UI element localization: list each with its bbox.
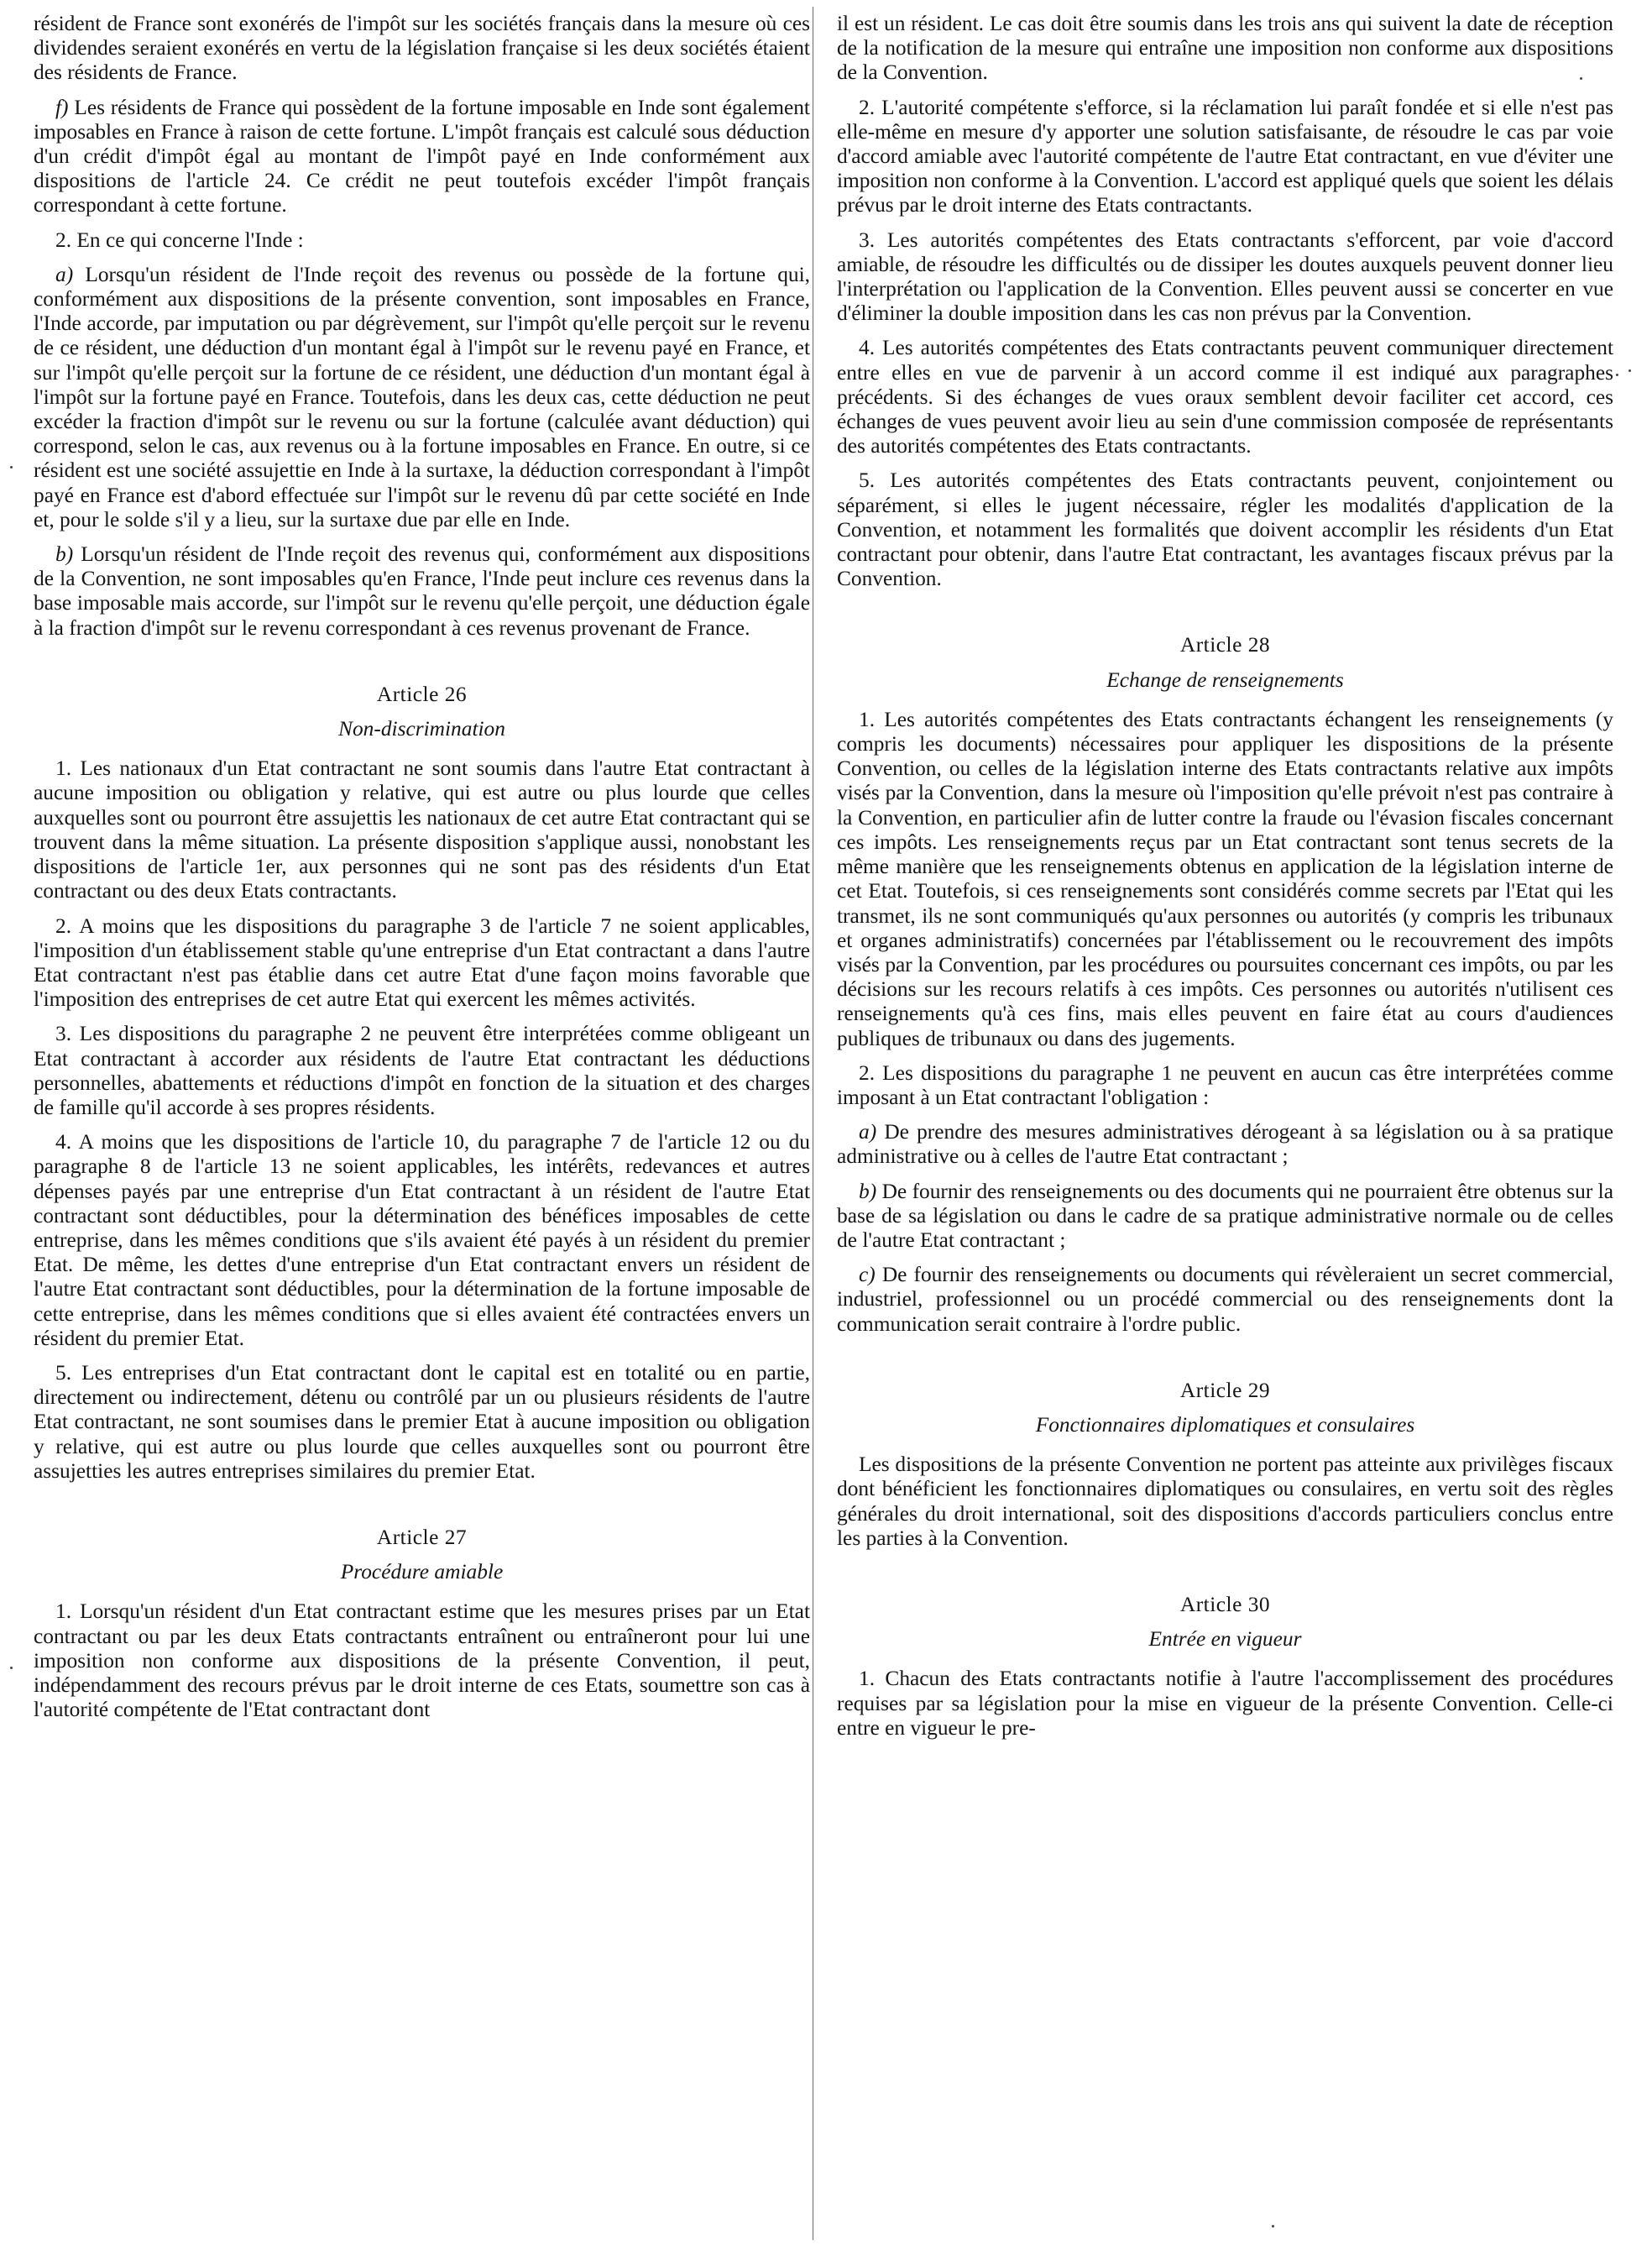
scan-speck [1628, 369, 1631, 372]
paragraph-b [34, 542, 810, 641]
paragraph-f-text: Les résidents de France qui possèdent de la fortune imposable en Inde sont également imposables en France à raison de cette fortune. L'impôt français est calculé sous déduction d'un crédit d'impôt égal au montant de l'impôt payé en Inde conformément aux dispositions de l'article 24. Ce crédit ne peut toutefois excéder l'impôt français correspondant à cette fortune. [34, 95, 810, 217]
item-c-text: De fournir des renseignements ou documents qui révèleraient un secret commercial, industriel, professionnel ou un procédé commercial ou des renseignements dont la communication serait contraire à l'ordre public. [837, 1263, 1613, 1336]
item-letter-c: c) [859, 1263, 876, 1287]
right-column [837, 12, 1613, 1751]
item-letter-f: f) [55, 95, 69, 119]
article-28-item-a [837, 1120, 1613, 1169]
article-27-paragraph-5: 5. Les autorités compétentes des Etats contractants peuvent, conjointement ou séparément, si elles le jugent nécessaire, régler les modalités d'application de la Convention, et notamment les formalités que doivent accomplir les résidents d'un Etat contractant pour obtenir, dans l'autre Etat contractant, les avantages fiscaux prévus par la Convention. [837, 469, 1613, 591]
article-26-paragraph-4: 4. A moins que les dispositions de l'article 10, du paragraphe 7 de l'article 12 ou du paragraphe 8 de l'article 13 ne soient applicables, les intérêts, redevances et autres dépenses payés par une entreprise d'un Etat contractant à un résident de l'autre Etat contractant sont déductibles, pour la détermination des bénéfices imposables de cette entreprise, dans les mêmes conditions que s'ils avaient été payés à un résident du premier Etat. De même, les dettes d'une entreprise d'un Etat contractant envers un résident de l'autre Etat contractant sont déductibles, pour la détermination de la fortune imposable de cette entreprise, dans les mêmes conditions que si elles avaient été contractées envers un résident du premier Etat. [34, 1130, 810, 1350]
item-letter-b: b) [859, 1179, 877, 1203]
item-letter-a: a) [859, 1120, 877, 1144]
article-26-paragraph-1: 1. Les nationaux d'un Etat contractant ne sont soumis dans l'autre Etat contractant à aucune imposition ou obligation y relative, qui est autre ou plus lourde que celles auxquelles sont ou pourront être assujettis les nationaux de cet autre Etat contractant qui se trouvent dans la même situation. La présente disposition s'applique aussi, nonobstant les dispositions de l'article 1er, aux personnes qui ne sont pas des résidents d'un Etat contractant ou des deux Etats contractants. [34, 756, 810, 903]
article-30-subtitle: Entrée en vigueur [1148, 1627, 1302, 1652]
paragraph-continuation: résident de France sont exonérés de l'impôt sur les sociétés français dans la mesure où ces dividendes seraient exonérés en vertu de la législation française si les deux sociétés étaient des résidents de France. [34, 12, 810, 85]
paragraph-2: 2. En ce qui concerne l'Inde : [55, 228, 304, 252]
item-letter-b: b) [55, 542, 74, 567]
scan-speck [1272, 2225, 1274, 2227]
article-27-paragraph-4: 4. Les autorités compétentes des Etats contractants peuvent communiquer directement entre elles en vue de parvenir à un accord comme il est indiqué aux paragraphes précédents. Si des échanges de vues oraux semblent devoir faciliter cet accord, ces échanges de vues peuvent avoir lieu au sein d'une commission composée de représentants des autorités compétentes des Etats contractants. [837, 336, 1613, 458]
article-27-subtitle: Procédure amiable [340, 1560, 504, 1584]
article-26-paragraph-3: 3. Les dispositions du paragraphe 2 ne peuvent être interprétées comme obligeant un Etat contractant à accorder aux résidents de l'autre Etat contractant les déductions personnelles, abattements et réductions d'impôt en fonction de la situation et des charges de famille qu'il accorde à ses propres résidents. [34, 1022, 810, 1119]
article-26-title: Article 26 [376, 682, 468, 706]
article-26-paragraph-5: 5. Les entreprises d'un Etat contractant dont le capital est en totalité ou en partie, directement ou indirectement, détenu ou contrôlé par un ou plusieurs résidents de l'autre Etat contractant, ne sont soumises dans le premier Etat à aucune imposition ou obligation y relative, qui est autre ou plus lourde que celles auxquelles sont ou pourront être assujetties les autres entreprises similaires du premier Etat. [34, 1360, 810, 1483]
item-a-text: De prendre des mesures administratives dérogeant à sa législation ou à sa pratique administrative ou à celles de l'autre Etat contractant ; [837, 1120, 1613, 1169]
scan-speck [10, 1667, 13, 1669]
article-30-paragraph-1: 1. Chacun des Etats contractants notifie à l'autre l'accomplissement des procédures requises par sa législation pour la mise en vigueur de la présente Convention. Celle-ci entre en vigueur le pre- [837, 1667, 1613, 1740]
paragraph-continuation: il est un résident. Le cas doit être soumis dans les trois ans qui suivent la date de réception de la notification de la mesure qui entraîne une imposition non conforme aux dispositions de la Convention. [837, 12, 1613, 85]
scan-speck [1616, 374, 1618, 376]
paragraph-b-text: Lorsqu'un résident de l'Inde reçoit des revenus qui, conformément aux dispositions de la Convention, ne sont imposables qu'en France, l'Inde peut inclure ces revenus dans la base imposable mais accorde, sur l'impôt sur le revenu qu'elle perçoit, une déduction égale à la fraction d'impôt sur le revenu correspondant à ces revenus provenant de France. [34, 542, 810, 640]
left-column [34, 12, 810, 1732]
article-27-paragraph-1: 1. Lorsqu'un résident d'un Etat contractant estime que les mesures prises par un Etat contractant ou par les deux Etats contractants entraînent ou entraîneront pour lui une imposition non conforme aux dispositions de la présente Convention, il peut, indépendamment des recours prévus par le droit interne de ces Etats, soumettre son cas à l'autorité compétente de l'Etat contractant dont [34, 1599, 810, 1722]
article-27-paragraph-2: 2. L'autorité compétente s'efforce, si la réclamation lui paraît fondée et si elle n'est pas elle-même en mesure d'y apporter une solution satisfaisante, de résoudre le cas par voie d'accord amiable avec l'autorité compétente de l'autre Etat contractant, en vue d'éviter une imposition non conforme à la Convention. L'accord est appliqué quels que soient les délais prévus par le droit interne des Etats contractants. [837, 95, 1613, 217]
article-27-title: Article 27 [376, 1525, 468, 1549]
article-29-subtitle: Fonctionnaires diplomatiques et consulaires [1035, 1412, 1415, 1437]
article-28-item-b [837, 1180, 1613, 1254]
scan-speck [10, 466, 13, 469]
article-28-paragraph-1: 1. Les autorités compétentes des Etats contractants échangent les renseignements (y compris les documents) nécessaires pour appliquer les dispositions de la présente Convention, ou celles de la législation interne des Etats contractants relative aux impôts visés par la Convention, dans la mesure où l'imposition qu'elle prévoit n'est pas contraire à la Convention, en particulier afin de lutter contre la fraude ou l'évasion fiscales concernant ces impôts. Les renseignements reçus par un Etat contractant sont tenus secrets de la même manière que les renseignements obtenus en application de la législation interne de cet Etat. Toutefois, si ces renseignements sont considérés comme secrets par l'Etat qui les transmet, ils ne sont communiqués qu'aux personnes ou autorités (y compris les tribunaux et organes administratifs) concernées par l'établissement ou le recouvrement des impôts visés par la Convention, par les procédures ou poursuites concernant ces impôts, ou par les décisions sur les recours relatifs à ces impôts. Ces personnes ou autorités n'utilisent ces renseignements qu'à ces fins, mais elles peuvent en faire état au cours d'audiences publiques de tribunaux ou dans des jugements. [837, 707, 1613, 1050]
article-26-subtitle: Non-discrimination [338, 717, 505, 741]
article-28-subtitle: Echange de renseignements [1106, 667, 1344, 692]
article-30-title: Article 30 [1179, 1592, 1271, 1616]
article-28-paragraph-2: 2. Les dispositions du paragraphe 1 ne peuvent en aucun cas être interprétées comme imposant à un Etat contractant l'obligation : [837, 1060, 1613, 1109]
article-29-title: Article 29 [1179, 1378, 1271, 1402]
paragraph-a-text: Lorsqu'un résident de l'Inde reçoit des revenus ou possède de la fortune qui, conformément aux dispositions de la présente convention, sont imposables en France, l'Inde accorde, par imputation ou par dégrèvement, sur l'impôt qu'elle perçoit sur le revenu de ce résident, une déduction d'un montant égal à l'impôt sur le revenu payé en France, et sur l'impôt qu'elle perçoit sur la fortune de ce résident, une déduction d'un montant égal à l'impôt sur la fortune payé en France. Toutefois, dans les deux cas, cette déduction ne peut excéder la fraction d'impôt sur le revenu ou sur la fortune (calculée avant déduction) qui correspond, selon le cas, aux revenus ou à la fortune imposables en France. En outre, si ce résident est une société assujettie en Inde à la surtaxe, la déduction correspondant à l'impôt payé en France est d'abord effectuée sur l'impôt sur le revenu dû par cette société en Inde et, pour le solde s'il y a lieu, sur la surtaxe due par elle en Inde. [34, 262, 810, 531]
item-letter-a: a) [55, 262, 74, 286]
paragraph-a [34, 263, 810, 532]
item-b-text: De fournir des renseignements ou des documents qui ne pourraient être obtenus sur la base de sa législation ou dans le cadre de sa pratique administrative normale ou de celles de l'autre Etat contractant ; [837, 1179, 1613, 1252]
article-28-title: Article 28 [1179, 633, 1271, 657]
article-27-paragraph-3: 3. Les autorités compétentes des Etats contractants s'efforcent, par voie d'accord amiable, de résoudre les difficultés ou de dissiper les doutes auxquels peuvent donner lieu l'interprétation ou l'application de la Convention. Elles peuvent aussi se concerter en vue d'éliminer la double imposition dans les cas non prévus par la Convention. [837, 228, 1613, 326]
article-29-paragraph-1: Les dispositions de la présente Convention ne portent pas atteinte aux privilèges fiscaux dont bénéficient les fonctionnaires diplomatiques ou consulaires, en vertu soit des règles générales du droit international, soit des dispositions d'accords particuliers conclus entre les parties à la Convention. [837, 1453, 1613, 1550]
paragraph-f [34, 96, 810, 218]
article-28-item-c [837, 1263, 1613, 1337]
article-26-paragraph-2: 2. A moins que les dispositions du paragraphe 3 de l'article 7 ne soient applicables, l'imposition d'un établissement stable qu'une entreprise d'un Etat contractant a dans l'autre Etat contractant n'est pas établie dans cet autre Etat d'une façon moins favorable que l'imposition des entreprises de cet autre Etat qui exercent les mêmes activités. [34, 913, 810, 1012]
scan-speck [1580, 77, 1582, 80]
